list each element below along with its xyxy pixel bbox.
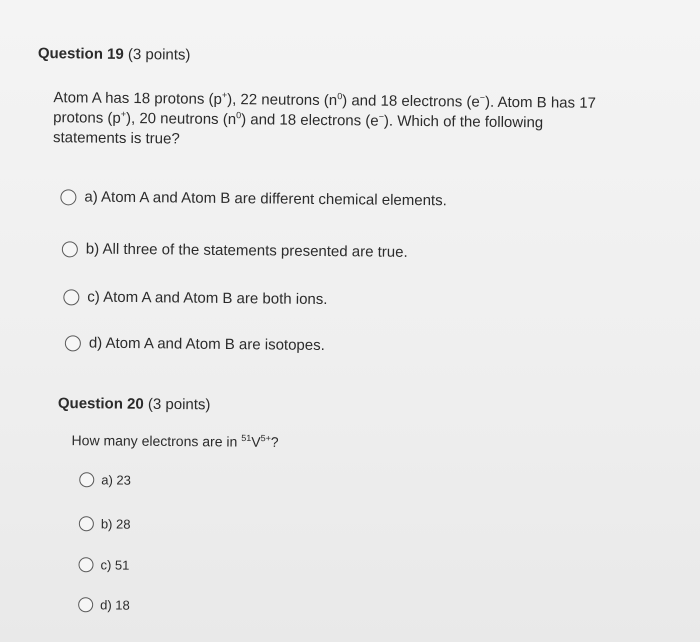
option-label: d) 18 bbox=[100, 597, 130, 613]
question-heading bbox=[38, 44, 678, 71]
question-text bbox=[53, 88, 674, 154]
radio-button-icon[interactable] bbox=[63, 289, 79, 305]
question-heading bbox=[58, 394, 658, 419]
option-label: a) Atom A and Atom B are different chemical elements. bbox=[84, 188, 447, 210]
question-text-segment: ). Atom B has 17 bbox=[484, 93, 597, 112]
option-d[interactable] bbox=[65, 334, 325, 354]
option-b[interactable] bbox=[79, 516, 131, 531]
option-b[interactable] bbox=[62, 240, 408, 261]
option-label: a) 23 bbox=[101, 472, 131, 488]
question-points: (3 points) bbox=[127, 45, 191, 64]
radio-button-icon[interactable] bbox=[78, 597, 93, 612]
question-20 bbox=[57, 394, 658, 613]
question-text-segment: How many electrons are in bbox=[71, 432, 242, 450]
mass-number: 51 bbox=[241, 432, 252, 444]
question-text-segment: ) and 18 electrons (e bbox=[241, 111, 379, 130]
option-c[interactable] bbox=[78, 557, 129, 572]
question-text-segment: ), 22 neutrons (n bbox=[227, 90, 338, 110]
radio-button-icon[interactable] bbox=[62, 241, 78, 257]
element-symbol: V bbox=[251, 433, 261, 450]
superscript: + bbox=[120, 108, 127, 119]
question-title: Question 19 bbox=[37, 44, 124, 63]
option-d[interactable] bbox=[78, 597, 130, 612]
question-points: (3 points) bbox=[147, 395, 211, 414]
radio-button-icon[interactable] bbox=[65, 335, 81, 351]
radio-button-icon[interactable] bbox=[79, 472, 94, 487]
question-19 bbox=[37, 44, 678, 355]
option-label: b) 28 bbox=[100, 516, 131, 532]
option-a[interactable] bbox=[60, 188, 447, 209]
option-label: d) Atom A and Atom B are isotopes. bbox=[88, 334, 325, 355]
question-text-segment: ) and 18 electrons (e bbox=[342, 92, 480, 111]
superscript: 0 bbox=[337, 91, 343, 102]
option-c[interactable] bbox=[63, 288, 327, 308]
option-a[interactable] bbox=[79, 472, 131, 487]
question-text-segment: ), 20 neutrons (n bbox=[125, 109, 237, 129]
superscript: + bbox=[221, 89, 228, 100]
option-label: c) Atom A and Atom B are both ions. bbox=[87, 288, 328, 309]
radio-button-icon[interactable] bbox=[78, 557, 93, 572]
radio-button-icon[interactable] bbox=[60, 189, 76, 205]
question-text-segment: statements is true? bbox=[52, 129, 180, 148]
question-title: Question 20 bbox=[57, 394, 144, 413]
question-text-segment: ). Which of the following bbox=[383, 112, 544, 132]
question-text bbox=[72, 430, 632, 455]
option-label: c) 51 bbox=[100, 557, 130, 573]
ion-charge: 5+ bbox=[260, 433, 271, 444]
superscript: − bbox=[479, 92, 486, 103]
question-text-segment: Atom A has 18 protons (p bbox=[53, 89, 222, 108]
question-text-segment: ? bbox=[270, 433, 279, 450]
radio-button-icon[interactable] bbox=[79, 516, 94, 531]
superscript: 0 bbox=[236, 110, 242, 121]
option-label: b) All three of the statements presented are true. bbox=[85, 240, 408, 261]
superscript: − bbox=[378, 111, 385, 122]
question-text-segment: protons (p bbox=[53, 109, 121, 127]
